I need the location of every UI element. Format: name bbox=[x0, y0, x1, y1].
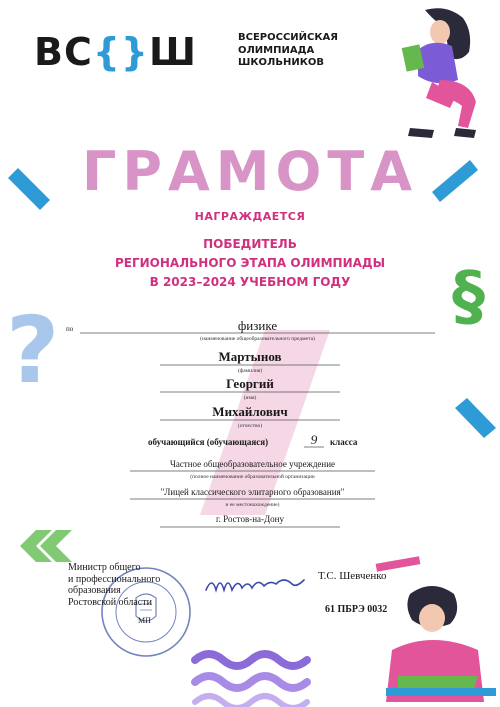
name-value: Георгий bbox=[226, 376, 274, 391]
section-sign-icon: § bbox=[452, 257, 485, 334]
logo-line-2: ОЛИМПИАДА bbox=[238, 44, 315, 56]
student-label: обучающийся (обучающаяся) bbox=[148, 437, 269, 447]
signer-name: Т.С. Шевченко bbox=[318, 570, 387, 582]
org-line-3: образования bbox=[68, 585, 121, 596]
school-line-1: Частное общеобразовательное учреждение bbox=[169, 459, 336, 469]
signatory-organization bbox=[68, 562, 160, 608]
surname-value: Мартынов bbox=[218, 349, 282, 364]
winner-line-1: ПОБЕДИТЕЛЬ bbox=[203, 237, 297, 251]
org-line-1: Министр общего bbox=[68, 562, 141, 573]
school-line-2: "Лицей классического элитарного образования" bbox=[160, 487, 345, 497]
certificate-title: ГРАМОТА bbox=[81, 140, 419, 203]
patronymic-caption: (отчество) bbox=[237, 423, 263, 429]
olympiad-logo-mark: ВС{}Ш bbox=[34, 30, 197, 74]
winner-line-2: РЕГИОНАЛЬНОГО ЭТАПА ОЛИМПИАДЫ bbox=[114, 256, 386, 270]
reading-girl-illustration bbox=[402, 8, 476, 138]
certificate-serial-number: 61 ПБРЭ 0032 bbox=[325, 604, 388, 615]
purple-wave-3 bbox=[195, 696, 307, 707]
winner-line-3: В 2023–2024 УЧЕБНОМ ГОДУ bbox=[149, 275, 351, 289]
logo-line-1: ВСЕРОССИЙСКАЯ bbox=[238, 32, 338, 43]
org-line-2: и профессионального bbox=[68, 573, 161, 585]
subject-value: физике bbox=[237, 318, 278, 333]
school-city: г. Ростов-на-Дону bbox=[215, 514, 284, 524]
blue-slash-right bbox=[455, 398, 496, 438]
handwritten-signature bbox=[206, 580, 304, 590]
school-caption-2: и ее местонахождение) bbox=[225, 502, 280, 508]
awarded-heading: НАГРАЖДАЕТСЯ bbox=[194, 210, 306, 223]
name-caption: (имя) bbox=[243, 395, 257, 401]
purple-wave-1 bbox=[195, 654, 307, 666]
stamp-mp-label: МП bbox=[138, 616, 151, 625]
purple-wave-2 bbox=[195, 676, 307, 688]
grade-value: 9 bbox=[310, 432, 318, 447]
school-caption-1: (полное наименование образовательной организации bbox=[190, 474, 315, 480]
olympiad-logo-text bbox=[238, 32, 338, 70]
patronymic-value: Михайлович bbox=[212, 404, 288, 419]
subject-prefix: по bbox=[66, 325, 74, 333]
org-line-4: Ростовской области bbox=[68, 596, 152, 608]
logo-line-3: ШКОЛЬНИКОВ bbox=[238, 57, 324, 68]
subject-caption: (наименование общеобразовательного предмета) bbox=[200, 336, 315, 342]
writing-girl-illustration bbox=[386, 586, 496, 702]
grade-suffix: класса bbox=[330, 437, 358, 447]
question-mark-icon: ? bbox=[6, 297, 60, 404]
surname-caption: (фамилия) bbox=[237, 368, 263, 374]
